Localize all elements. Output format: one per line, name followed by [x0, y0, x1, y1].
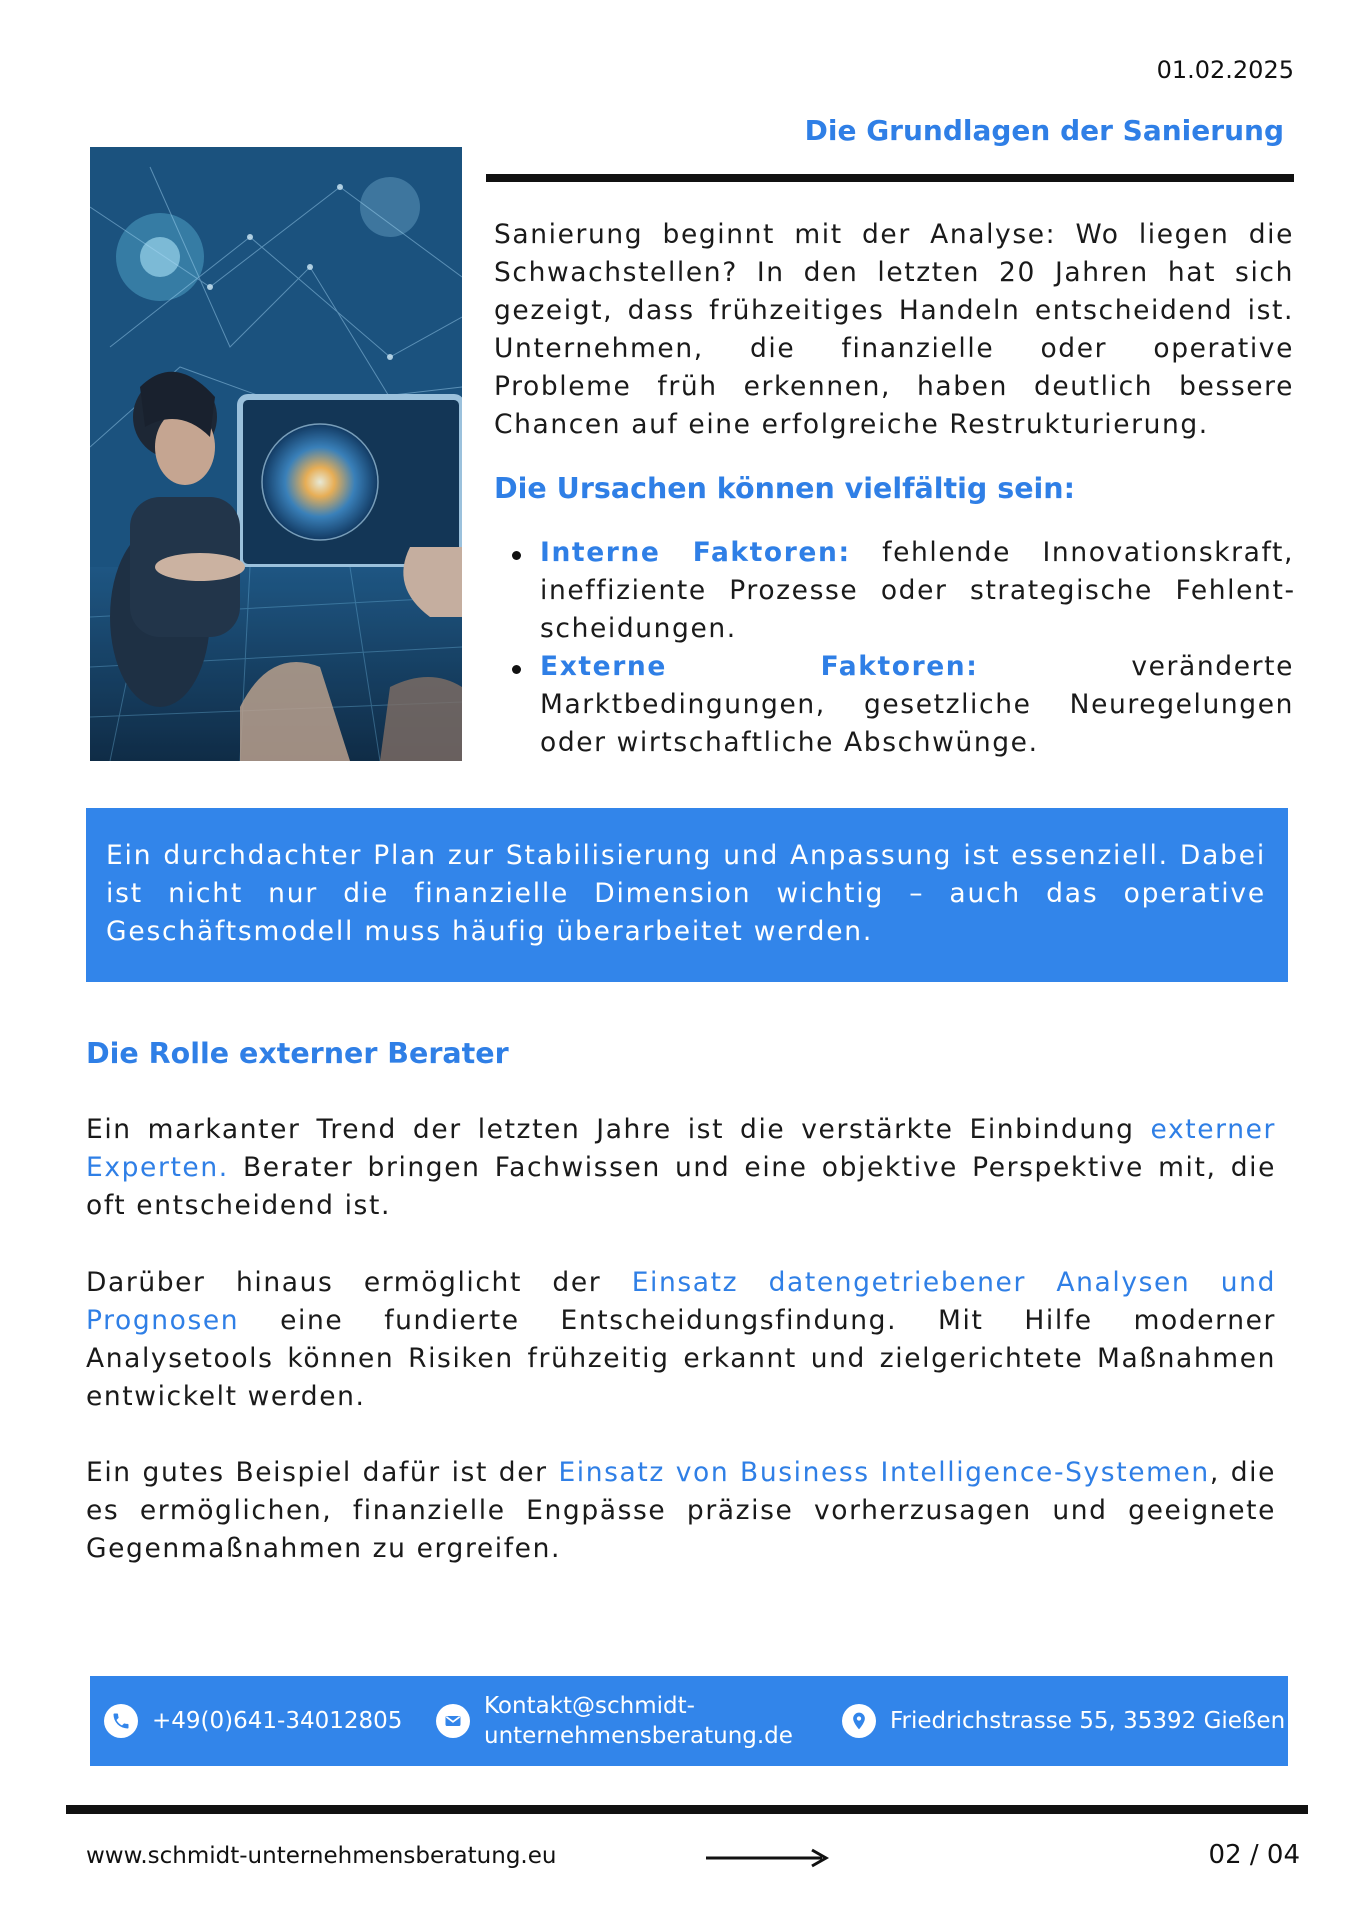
location-pin-icon: [842, 1704, 876, 1738]
list-item: [494, 534, 1294, 648]
cause-label: Interne Faktoren:: [540, 537, 851, 568]
cause-text: fehlende Innovationskraft, ineffiziente Prozesse oder strategische Fehlentscheidungen.: [540, 537, 1294, 644]
advisors-paragraph-1: [86, 1111, 1276, 1225]
photo-illustration: [90, 147, 462, 761]
text-segment: eine fundierte Entscheidungsfindung. Mit Hilfe moderner Analysetools können Risiken frühzeitig erkannt und zielgerichtete Maßnahmen entwickelt werden.: [86, 1305, 1276, 1412]
street-address: Friedrichstrasse 55, 35392 Gießen: [890, 1708, 1286, 1734]
intro-paragraph: Sanierung beginnt mit der Analyse: Wo liegen die Schwachstellen? In den letzten 20 Jahren hat sich gezeigt, dass frühzeitiges Handeln entscheidend ist. Unternehmen, die finanzielle oder operative Probleme früh erkennen, haben deutlich bessere Chancen auf eine erfolgreiche Restrukturierung.: [494, 219, 1294, 440]
data-analysis-link[interactable]: Einsatz datengetriebener Analysen und Prognosen: [86, 1267, 1276, 1336]
text-segment: Ein markanter Trend der letzten Jahre ist die verstärkte Einbindung: [86, 1114, 1151, 1145]
advisors-heading: Die Rolle externer Berater: [86, 1037, 509, 1070]
contact-phone[interactable]: [104, 1676, 402, 1766]
business-technology-photo: [90, 147, 462, 761]
phone-icon: [104, 1704, 138, 1738]
email-line-2: unternehmensberatung.de: [484, 1723, 793, 1749]
mail-icon: [436, 1704, 470, 1738]
advisors-paragraph-2: [86, 1264, 1276, 1416]
footer-divider: [66, 1805, 1308, 1814]
text-segment: Darüber hinaus ermöglicht der: [86, 1267, 632, 1298]
cause-text: veränderte Marktbedingungen, gesetzliche Neuregelungen oder wirtschaftliche Abschwünge.: [540, 651, 1295, 758]
phone-number: +49(0)641-34012805: [152, 1708, 403, 1734]
website-link[interactable]: www.schmidt-unternehmensberatung.eu: [86, 1843, 557, 1869]
arrow-right-icon[interactable]: [704, 1848, 830, 1872]
document-date: 01.02.2025: [1156, 56, 1294, 84]
list-item: [494, 648, 1294, 762]
cause-label: Externe Faktoren:: [540, 651, 979, 682]
page-title: Die Grundlagen der Sanierung: [804, 114, 1284, 147]
contact-email[interactable]: [436, 1676, 793, 1766]
causes-heading: Die Ursachen können vielfältig sein:: [494, 472, 1075, 505]
business-intelligence-link[interactable]: Einsatz von Business Intelligence-Systemen: [558, 1457, 1210, 1488]
email-address: [484, 1691, 793, 1751]
callout-box: [86, 808, 1288, 982]
page-number: 02 / 04: [1208, 1840, 1300, 1870]
causes-list: [494, 534, 1294, 762]
contact-bar: [90, 1676, 1288, 1766]
email-line-1: Kontakt@schmidt-: [484, 1693, 695, 1719]
text-segment: , die es ermöglichen, finanzielle Engpässe präzise vorherzusagen und geeignete Gegenmaßnahmen zu ergreifen.: [86, 1457, 1276, 1564]
contact-address[interactable]: [842, 1676, 1285, 1766]
title-divider: [486, 174, 1294, 182]
callout-text: Ein durchdachter Plan zur Stabilisierung und Anpassung ist essenziell. Dabei ist nicht nur die finanzielle Dimension wichtig – auch das operative Geschäftsmodell muss häufig überarbeitet werden.: [106, 840, 1266, 947]
text-segment: Ein gutes Beispiel dafür ist der: [86, 1457, 559, 1488]
advisors-paragraph-3: [86, 1454, 1276, 1568]
external-experts-link[interactable]: externer Experten.: [86, 1114, 1276, 1183]
text-segment: Berater bringen Fachwissen und eine objektive Perspektive mit, die oft entscheidend ist.: [86, 1152, 1276, 1221]
